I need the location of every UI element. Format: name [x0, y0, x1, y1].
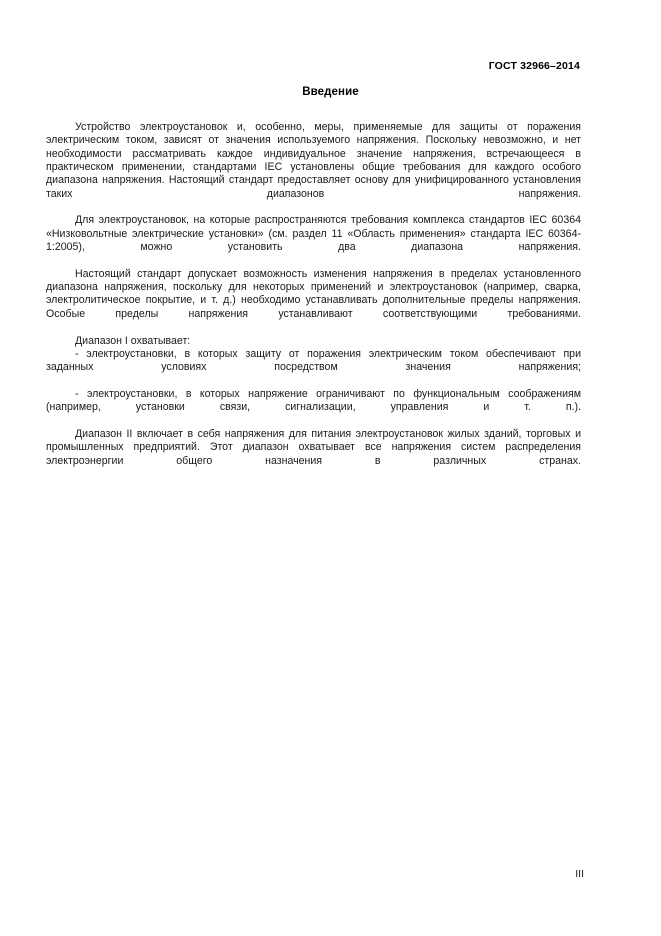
- list-item: - электроустановки, в которых защиту от поражения электрическим током обеспечивают при заданных условиях посредством значения напряжения;: [46, 347, 581, 374]
- paragraph: Диапазон I охватывает:: [75, 334, 191, 347]
- page-title: Введение: [302, 86, 359, 98]
- paragraph: Диапазон II включает в себя напряжения для питания электроустановок жилых зданий, торговых и промышленных предприятий. Этот диапазон охватывает все напряжения систем распределения электроэнергии общего назначения в различных странах.: [46, 427, 581, 467]
- running-header-standard-designation: ГОСТ 32966–2014: [488, 60, 580, 72]
- paragraph: Устройство электроустановок и, особенно, меры, применяемые для защиты от поражения электрическим током, зависят от значения используемого напряжения. Поскольку невозможно, и нет необходимости рассматривать каждое индивидуальное значение напряжения, встречающееся в практическом применении, стандартами IEC установлены общие требования для каждого особого диапазона напряжения. Настоящий стандарт предоставляет основу для унифицированного установления таких диапазонов напряжения.: [46, 121, 581, 200]
- body-text-column: [46, 121, 581, 481]
- paragraph: Для электроустановок, на которые распространяются требования комплекса стандартов IEC 60364 «Низковольтные электрические установки» (см. раздел 11 «Область применения» стандарта IEC 60364-1:2005), можно установить два диапазона напряжения.: [46, 214, 581, 254]
- paragraph: Настоящий стандарт допускает возможность изменения напряжения в пределах установленного диапазона напряжения, поскольку для некоторых применений и электроустановок (например, сварка, электролитическое покрытие, и т. д.) необходимо устанавливать дополнительные пределы напряжения. Особые пределы напряжения устанавливают соответствующими требованиями.: [46, 267, 581, 320]
- list-item: - электроустановки, в которых напряжение ограничивают по функциональным соображениям (например, установки связи, сигнализации, управления и т. п.).: [46, 387, 581, 414]
- page-number: III: [575, 868, 584, 880]
